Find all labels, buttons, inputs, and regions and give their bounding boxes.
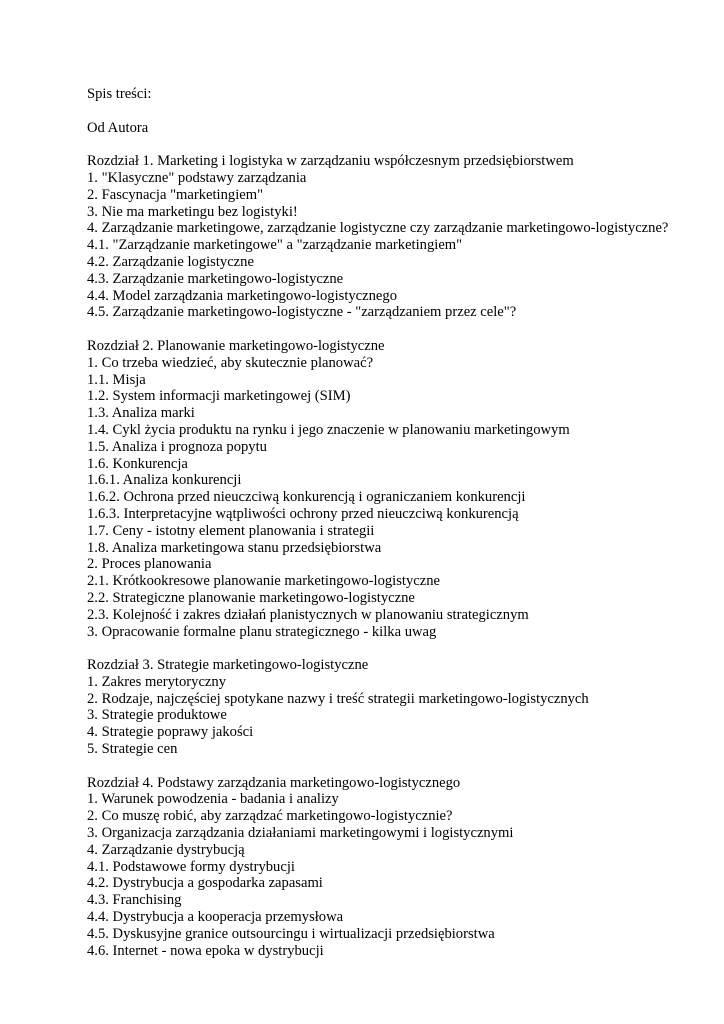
toc-entry: 2. Fascynacja "marketingiem" [87,186,264,203]
toc-entry: 1.7. Ceny - istotny element planowania i strategii [87,522,375,539]
chapter-section [87,338,707,640]
toc-entry: 1.6.1. Analiza konkurencji [87,472,242,489]
toc-title: Spis treści: [87,86,152,102]
toc-entry: 4.3. Franchising [87,892,182,909]
toc-entry: 4.2. Dystrybucja a gospodarka zapasami [87,875,323,892]
toc-entry: 1.6.3. Interpretacyjne wątpliwości ochrony przed nieuczciwą konkurencją [87,505,519,522]
toc-entry: 1.2. System informacji marketingowej (SIM) [87,388,351,405]
toc-entry: 4. Strategie poprawy jakości [87,724,254,741]
toc-entry: 3. Opracowanie formalne planu strategicznego - kilka uwag [87,623,437,640]
toc-entry: 1. Co trzeba wiedzieć, aby skutecznie planować? [87,354,374,371]
toc-entry: 2. Rodzaje, najczęściej spotykane nazwy i treść strategii marketingowo-logistycznych [87,690,589,707]
toc-entry: 4.1. "Zarządzanie marketingowe" a "zarządzanie marketingiem" [87,237,463,254]
toc-entry: 3. Nie ma marketingu bez logistyki! [87,203,298,220]
chapter-section [87,775,707,960]
toc-entry: 4.1. Podstawowe formy dystrybucji [87,858,295,875]
toc-entry: 4.4. Dystrybucja a kooperacja przemysłowa [87,909,344,926]
toc-entry: 4.5. Dyskusyjne granice outsourcingu i wirtualizacji przedsiębiorstwa [87,925,495,942]
toc-entry: 3. Organizacja zarządzania działaniami marketingowymi i logistycznymi [87,825,514,842]
toc-entry: 1.6.2. Ochrona przed nieuczciwą konkurencją i ograniczaniem konkurencji [87,489,526,506]
toc-entry: 2. Co muszę robić, aby zarządzać marketingowo-logistycznie? [87,808,453,825]
chapter-heading: Rozdział 3. Strategie marketingowo-logistyczne [87,657,369,674]
toc-entry: 3. Strategie produktowe [87,707,227,724]
toc-entry: 2.1. Krótkookresowe planowanie marketingowo-logistyczne [87,573,440,590]
toc-entry: 2.3. Kolejność i zakres działań planistycznych w planowaniu strategicznym [87,606,529,623]
toc-entry: 4.2. Zarządzanie logistyczne [87,253,254,270]
toc-entry: 4.3. Zarządzanie marketingowo-logistyczne [87,270,344,287]
toc-entry: 1.3. Analiza marki [87,405,195,422]
toc-entry: 4.4. Model zarządzania marketingowo-logistycznego [87,287,398,304]
toc-entry: 4.6. Internet - nowa epoka w dystrybucji [87,942,324,959]
toc-entry: 1.6. Konkurencja [87,455,188,472]
toc-entry: 5. Strategie cen [87,741,178,758]
toc-entry: 1.4. Cykl życia produktu na rynku i jego znaczenie w planowaniu marketingowym [87,421,570,438]
toc-entry: 1.8. Analiza marketingowa stanu przedsiębiorstwa [87,539,382,556]
toc-entry: 1. "Klasyczne" podstawy zarządzania [87,169,307,186]
toc-entry: 4. Zarządzanie marketingowe, zarządzanie logistyczne czy zarządzanie marketingowo-logistyczne? [87,220,669,237]
chapter-heading: Rozdział 2. Planowanie marketingowo-logistyczne [87,337,385,354]
toc-entry: 2.2. Strategiczne planowanie marketingowo-logistyczne [87,589,415,606]
chapter-section [87,153,707,321]
chapter-section [87,657,707,758]
chapter-list [87,153,707,959]
toc-entry: 4. Zarządzanie dystrybucją [87,841,245,858]
chapter-heading: Rozdział 4. Podstawy zarządzania marketingowo-logistycznego [87,774,461,791]
table-of-contents [87,86,707,959]
toc-entry: 1.5. Analiza i prognoza popytu [87,438,267,455]
preface-entry: Od Autora [87,119,149,136]
toc-entry: 4.5. Zarządzanie marketingowo-logistyczne - "zarządzaniem przez cele"? [87,304,517,321]
toc-entry: 1. Warunek powodzenia - badania i analizy [87,791,339,808]
toc-entry: 2. Proces planowania [87,556,212,573]
toc-entry: 1.1. Misja [87,371,146,388]
toc-entry: 1. Zakres merytoryczny [87,673,226,690]
chapter-heading: Rozdział 1. Marketing i logistyka w zarządzaniu współczesnym przedsiębiorstwem [87,153,574,170]
